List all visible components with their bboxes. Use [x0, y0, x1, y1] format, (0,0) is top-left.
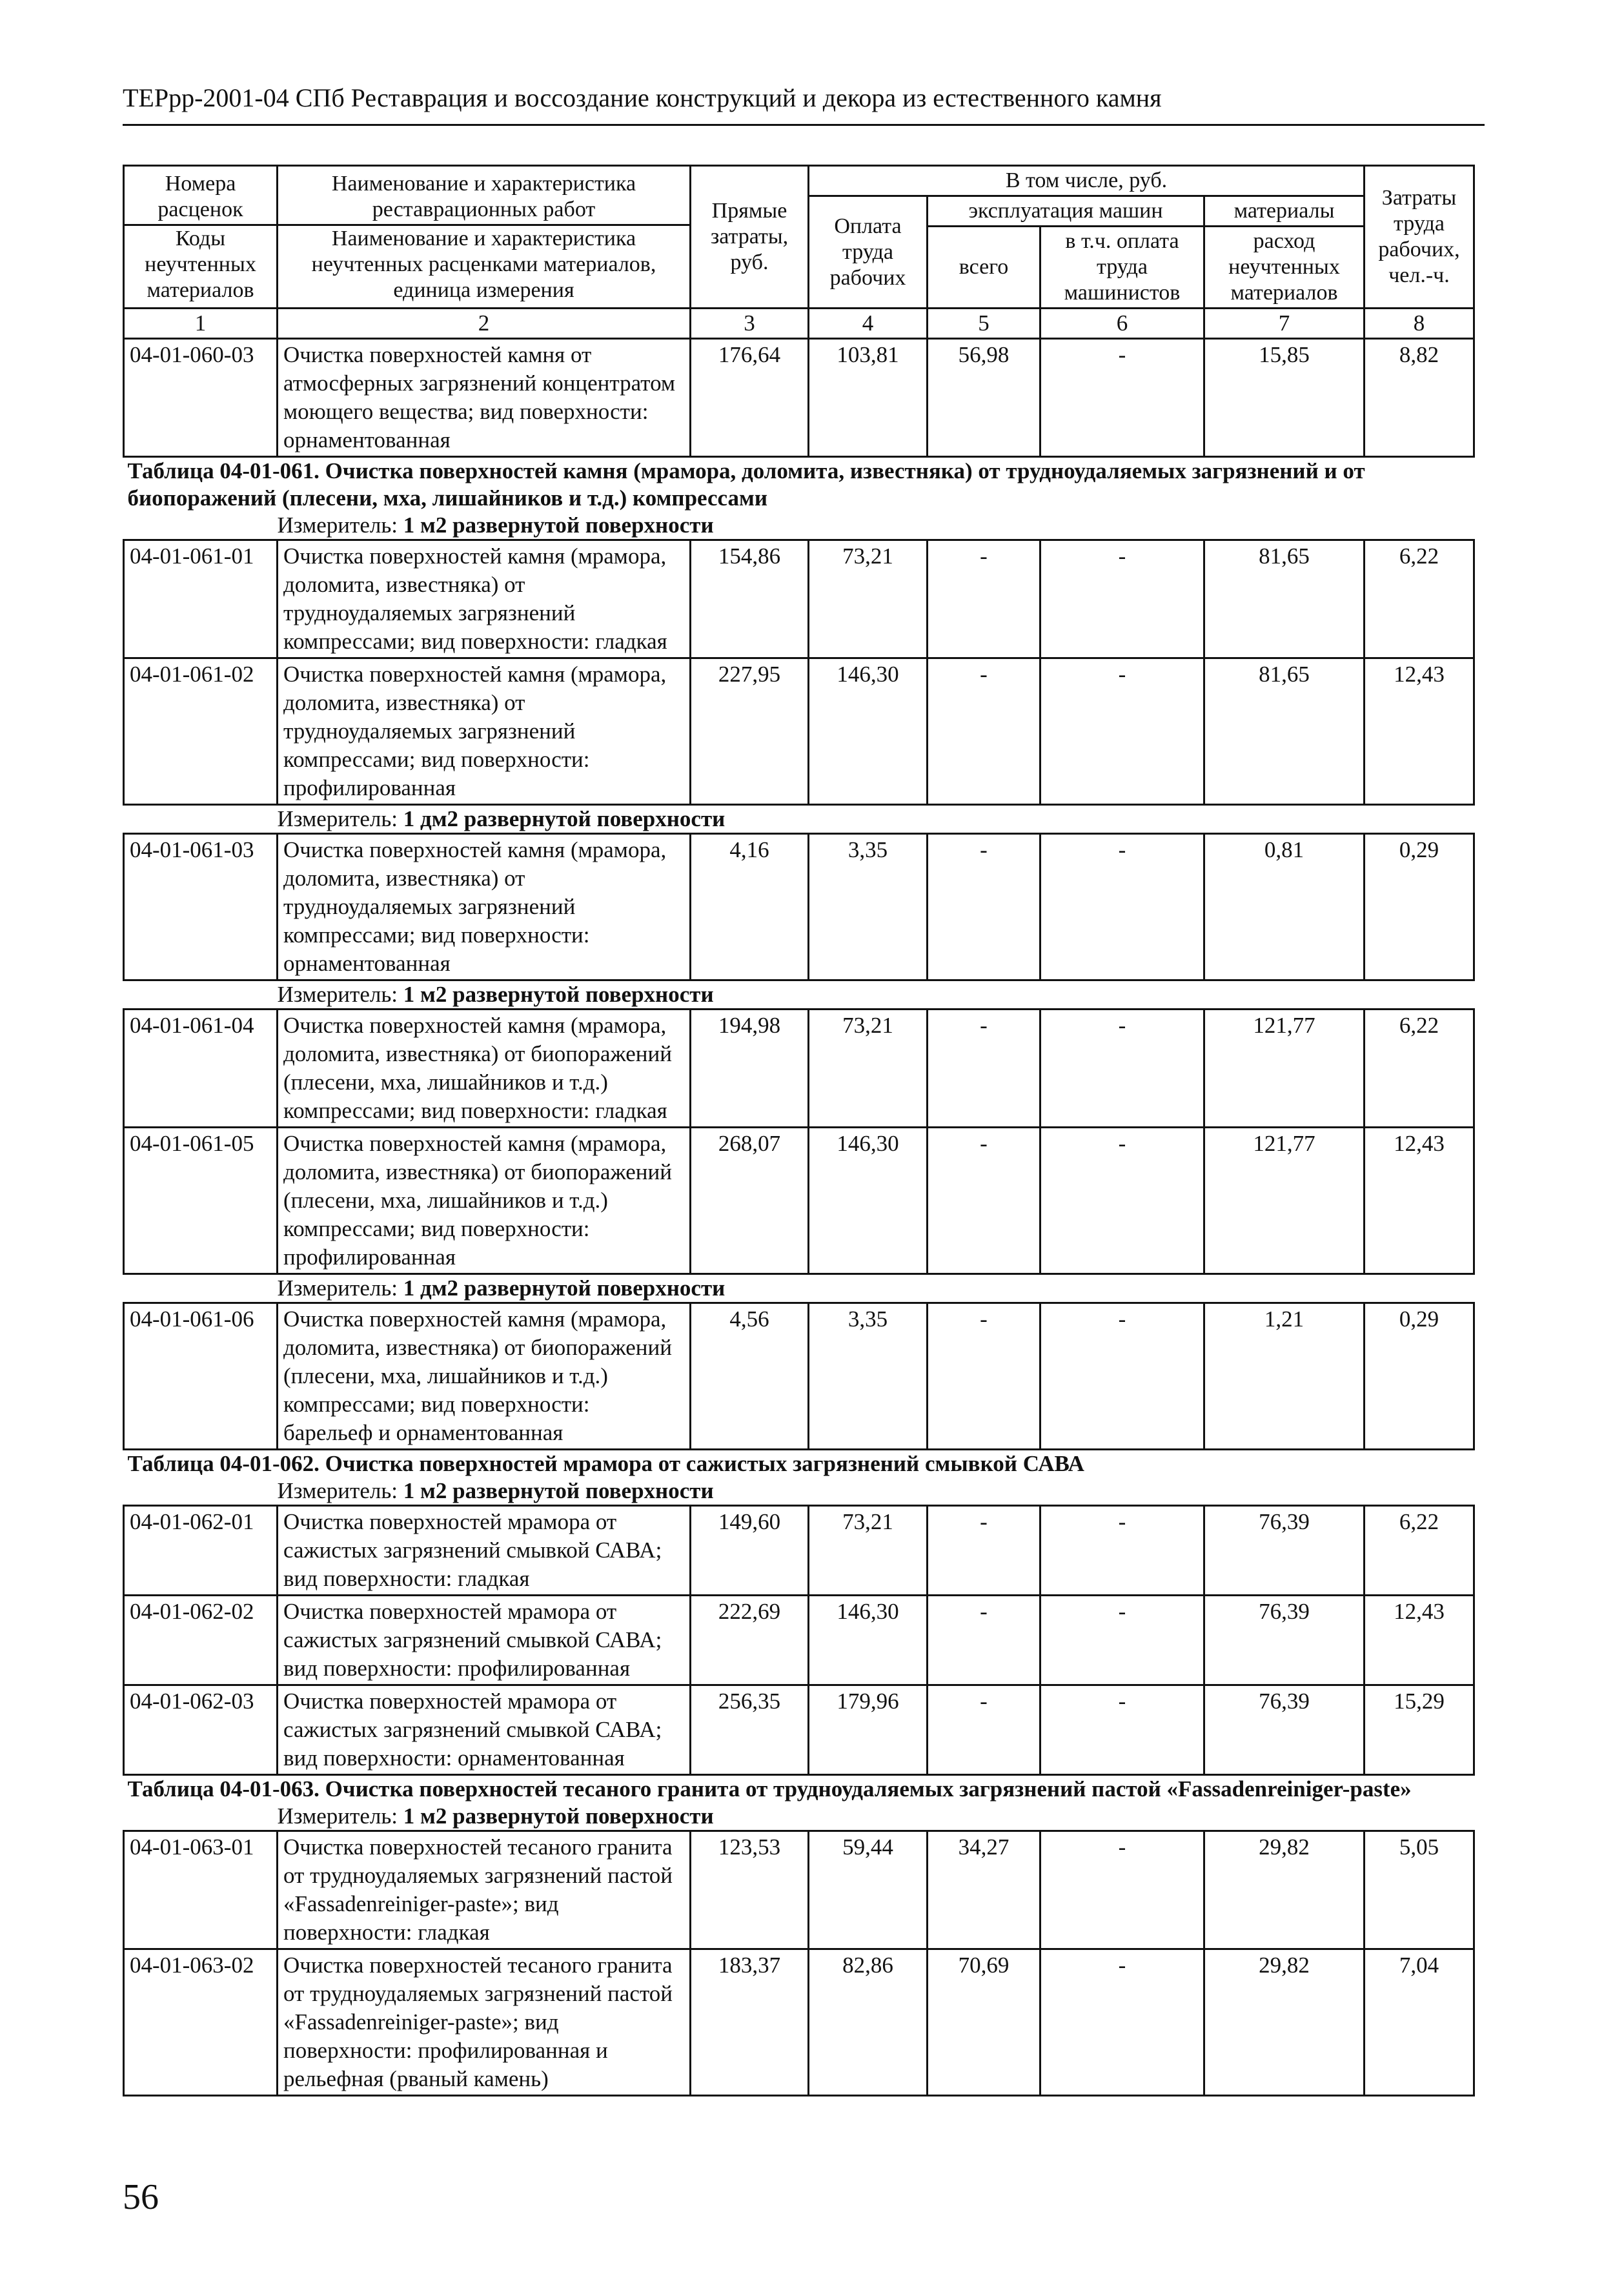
direct-costs: 183,37	[691, 1949, 809, 2096]
section-title: Таблица 04-01-061. Очистка поверхностей камня (мрамора, доломита, известняка) от трудноудаляемых загрязнений и от биопоражений (плесени, мха, лишайников и т.д.) компрессами	[127, 458, 1365, 511]
materials-cost: 76,39	[1204, 1596, 1365, 1685]
head-mach: эксплуатация машин	[928, 196, 1204, 227]
meter	[278, 512, 1474, 540]
meter-label: Измеритель:	[277, 806, 398, 831]
head-col1a: Номера расценок	[125, 171, 276, 226]
direct-costs: 268,07	[691, 1128, 809, 1274]
rate-code: 04-01-063-02	[124, 1949, 278, 2096]
rate-code: 04-01-062-03	[124, 1685, 278, 1775]
rate-code: 04-01-061-04	[124, 1010, 278, 1128]
direct-costs: 176,64	[691, 339, 809, 457]
meter-value: 1 дм2 развернутой поверхности	[403, 806, 726, 831]
colnum: 4	[809, 309, 928, 339]
direct-costs: 222,69	[691, 1596, 809, 1685]
labor-hours: 15,29	[1365, 1685, 1474, 1775]
colnum: 7	[1204, 309, 1365, 339]
labor-hours: 5,05	[1365, 1831, 1474, 1949]
labor-hours: 12,43	[1365, 1128, 1474, 1274]
meter-spacer	[124, 805, 278, 834]
direct-costs: 154,86	[691, 540, 809, 658]
meter-row	[124, 980, 1474, 1010]
work-name: Очистка поверхностей камня от атмосферных загрязнений концентратом моющего вещества; вид поверхности: орнаментованная	[278, 339, 691, 457]
materials-cost: 76,39	[1204, 1685, 1365, 1775]
work-name: Очистка поверхностей камня (мрамора, доломита, известняка) от трудноудаляемых загрязнений компрессами; вид поверхности: гладкая	[278, 540, 691, 658]
labor-pay: 73,21	[809, 1010, 928, 1128]
work-name: Очистка поверхностей мрамора от сажистых загрязнений смывкой САВА; вид поверхности: орнаментованная	[278, 1685, 691, 1775]
meter	[278, 980, 1474, 1010]
labor-pay: 59,44	[809, 1831, 928, 1949]
materials-cost: 0,81	[1204, 834, 1365, 980]
colnum: 5	[928, 309, 1040, 339]
meter-label: Измеритель:	[277, 513, 398, 538]
labor-hours: 12,43	[1365, 1596, 1474, 1685]
section-title-row	[124, 1775, 1474, 1803]
work-name: Очистка поверхностей камня (мрамора, доломита, известняка) от трудноудаляемых загрязнений компрессами; вид поверхности: профилированная	[278, 658, 691, 805]
section-title-row	[124, 457, 1474, 513]
labor-pay: 3,35	[809, 834, 928, 980]
head-col8: Затраты труда рабочих, чел.-ч.	[1365, 166, 1474, 309]
head-col1b: Коды неучтенных материалов	[145, 226, 256, 302]
head-col3: Прямые затраты, руб.	[691, 166, 809, 309]
meter-spacer	[124, 1803, 278, 1831]
direct-costs: 4,56	[691, 1303, 809, 1450]
labor-pay: 73,21	[809, 1506, 928, 1596]
meter-row	[124, 512, 1474, 540]
table-head-row-1	[124, 166, 1474, 196]
work-name: Очистка поверхностей тесаного гранита от трудноудаляемых загрязнений пастой «Fassadenreiniger-paste»; вид поверхности: гладкая	[278, 1831, 691, 1949]
labor-pay: 146,30	[809, 1128, 928, 1274]
work-name: Очистка поверхностей камня (мрамора, доломита, известняка) от биопоражений (плесени, мха, лишайников и т.д.) компрессами; вид поверхности: профилированная	[278, 1128, 691, 1274]
column-numbers-row	[124, 309, 1474, 339]
machinist-pay: -	[1040, 540, 1204, 658]
machinist-pay: -	[1040, 1831, 1204, 1949]
machinist-pay: -	[1040, 658, 1204, 805]
rate-code: 04-01-061-05	[124, 1128, 278, 1274]
meter-row	[124, 805, 1474, 834]
head-col2b: Наименование и характеристика неучтенных расценками материалов, единица измерения	[311, 226, 656, 302]
rate-code: 04-01-062-01	[124, 1506, 278, 1596]
materials-cost: 29,82	[1204, 1949, 1365, 2096]
machinist-pay: -	[1040, 1303, 1204, 1450]
rate-code: 04-01-061-01	[124, 540, 278, 658]
machine-total: -	[928, 1010, 1040, 1128]
rate-code: 04-01-060-03	[124, 339, 278, 457]
labor-pay: 179,96	[809, 1685, 928, 1775]
colnum: 8	[1365, 309, 1474, 339]
machinist-pay: -	[1040, 1949, 1204, 2096]
table-body	[124, 166, 1474, 2096]
machinist-pay: -	[1040, 1010, 1204, 1128]
meter-spacer	[124, 512, 278, 540]
table-row	[124, 1010, 1474, 1128]
machine-total: -	[928, 834, 1040, 980]
machinist-pay: -	[1040, 339, 1204, 457]
work-name: Очистка поверхностей мрамора от сажистых загрязнений смывкой САВА; вид поверхности: гладкая	[278, 1506, 691, 1596]
meter-row	[124, 1803, 1474, 1831]
table-row	[124, 1303, 1474, 1450]
table-row	[124, 1831, 1474, 1949]
machine-total: -	[928, 1685, 1040, 1775]
meter	[278, 1274, 1474, 1303]
meter-value: 1 м2 развернутой поверхности	[403, 513, 714, 538]
table-row	[124, 1949, 1474, 2096]
work-name: Очистка поверхностей мрамора от сажистых загрязнений смывкой САВА; вид поверхности: профилированная	[278, 1596, 691, 1685]
page-header: ТЕРрр-2001-04 СПб Реставрация и воссоздание конструкций и декора из естественного камня	[123, 83, 1162, 112]
table-row	[124, 540, 1474, 658]
meter-row	[124, 1477, 1474, 1506]
meter	[278, 1803, 1474, 1831]
materials-cost: 15,85	[1204, 339, 1365, 457]
rate-code: 04-01-063-01	[124, 1831, 278, 1949]
meter-label: Измеритель:	[277, 1803, 398, 1829]
colnum: 3	[691, 309, 809, 339]
work-name: Очистка поверхностей тесаного гранита от трудноудаляемых загрязнений пастой «Fassadenreiniger-paste»; вид поверхности: профилированная и рельефная (рваный камень)	[278, 1949, 691, 2096]
head-incl: В том числе, руб.	[809, 166, 1365, 196]
header-rule	[123, 124, 1485, 126]
section-title-row	[124, 1450, 1474, 1478]
meter-spacer	[124, 1477, 278, 1506]
work-name: Очистка поверхностей камня (мрамора, доломита, известняка) от биопоражений (плесени, мха, лишайников и т.д.) компрессами; вид поверхности: барельеф и орнаментованная	[278, 1303, 691, 1450]
machinist-pay: -	[1040, 1506, 1204, 1596]
table-row	[124, 1685, 1474, 1775]
labor-hours: 6,22	[1365, 1506, 1474, 1596]
colnum: 2	[278, 309, 691, 339]
meter-label: Измеритель:	[277, 982, 398, 1007]
meter-row	[124, 1274, 1474, 1303]
table-row	[124, 834, 1474, 980]
meter-value: 1 м2 развернутой поверхности	[403, 982, 714, 1007]
machinist-pay: -	[1040, 1128, 1204, 1274]
labor-hours: 12,43	[1365, 658, 1474, 805]
work-name: Очистка поверхностей камня (мрамора, доломита, известняка) от биопоражений (плесени, мха, лишайников и т.д.) компрессами; вид поверхности: гладкая	[278, 1010, 691, 1128]
table-row	[124, 1596, 1474, 1685]
labor-hours: 6,22	[1365, 540, 1474, 658]
labor-pay: 82,86	[809, 1949, 928, 2096]
head-col7: расход неучтенных материалов	[1204, 227, 1365, 309]
machine-total: -	[928, 1303, 1040, 1450]
materials-cost: 76,39	[1204, 1506, 1365, 1596]
labor-pay: 103,81	[809, 339, 928, 457]
machine-total: -	[928, 1506, 1040, 1596]
colnum: 1	[124, 309, 278, 339]
rate-code: 04-01-061-03	[124, 834, 278, 980]
machinist-pay: -	[1040, 1596, 1204, 1685]
machine-total: 34,27	[928, 1831, 1040, 1949]
table-row	[124, 658, 1474, 805]
head-mat: материалы	[1204, 196, 1365, 227]
section-title: Таблица 04-01-062. Очистка поверхностей мрамора от сажистых загрязнений смывкой САВА	[127, 1451, 1084, 1476]
machinist-pay: -	[1040, 834, 1204, 980]
labor-hours: 7,04	[1365, 1949, 1474, 2096]
meter-value: 1 м2 развернутой поверхности	[403, 1803, 714, 1829]
meter	[278, 805, 1474, 834]
page-number: 56	[123, 2177, 159, 2217]
meter-value: 1 дм2 развернутой поверхности	[403, 1275, 726, 1301]
labor-pay: 146,30	[809, 1596, 928, 1685]
rate-code: 04-01-061-02	[124, 658, 278, 805]
head-col4: Оплата труда рабочих	[809, 196, 928, 309]
machine-total: 56,98	[928, 339, 1040, 457]
meter-value: 1 м2 развернутой поверхности	[403, 1478, 714, 1503]
machine-total: -	[928, 658, 1040, 805]
meter-label: Измеритель:	[277, 1275, 398, 1301]
materials-cost: 1,21	[1204, 1303, 1365, 1450]
colnum: 6	[1040, 309, 1204, 339]
head-codes-cell	[124, 166, 278, 309]
materials-cost: 121,77	[1204, 1010, 1365, 1128]
materials-cost: 121,77	[1204, 1128, 1365, 1274]
work-name: Очистка поверхностей камня (мрамора, доломита, известняка) от трудноудаляемых загрязнений компрессами; вид поверхности: орнаментованная	[278, 834, 691, 980]
meter-label: Измеритель:	[277, 1478, 398, 1503]
meter-spacer	[124, 1274, 278, 1303]
rate-code: 04-01-062-02	[124, 1596, 278, 1685]
materials-cost: 29,82	[1204, 1831, 1365, 1949]
direct-costs: 149,60	[691, 1506, 809, 1596]
meter	[278, 1477, 1474, 1506]
direct-costs: 4,16	[691, 834, 809, 980]
labor-hours: 8,82	[1365, 339, 1474, 457]
head-col6: в т.ч. оплата труда машинистов	[1040, 227, 1204, 309]
table-row	[124, 1128, 1474, 1274]
labor-pay: 3,35	[809, 1303, 928, 1450]
section-title: Таблица 04-01-063. Очистка поверхностей тесаного гранита от трудноудаляемых загрязнений пастой «Fassadenreiniger-paste»	[127, 1776, 1412, 1802]
meter-spacer	[124, 980, 278, 1010]
rate-code: 04-01-061-06	[124, 1303, 278, 1450]
head-col5: всего	[928, 227, 1040, 309]
direct-costs: 194,98	[691, 1010, 809, 1128]
machinist-pay: -	[1040, 1685, 1204, 1775]
labor-hours: 0,29	[1365, 1303, 1474, 1450]
head-col2a: Наименование и характеристика реставрационных работ	[278, 171, 689, 226]
labor-pay: 73,21	[809, 540, 928, 658]
table-row	[124, 339, 1474, 457]
direct-costs: 123,53	[691, 1831, 809, 1949]
table-row	[124, 1506, 1474, 1596]
head-names-cell	[278, 166, 691, 309]
machine-total: -	[928, 540, 1040, 658]
labor-pay: 146,30	[809, 658, 928, 805]
direct-costs: 227,95	[691, 658, 809, 805]
machine-total: 70,69	[928, 1949, 1040, 2096]
direct-costs: 256,35	[691, 1685, 809, 1775]
materials-cost: 81,65	[1204, 658, 1365, 805]
materials-cost: 81,65	[1204, 540, 1365, 658]
labor-hours: 0,29	[1365, 834, 1474, 980]
rates-table	[123, 165, 1475, 2096]
labor-hours: 6,22	[1365, 1010, 1474, 1128]
machine-total: -	[928, 1596, 1040, 1685]
machine-total: -	[928, 1128, 1040, 1274]
